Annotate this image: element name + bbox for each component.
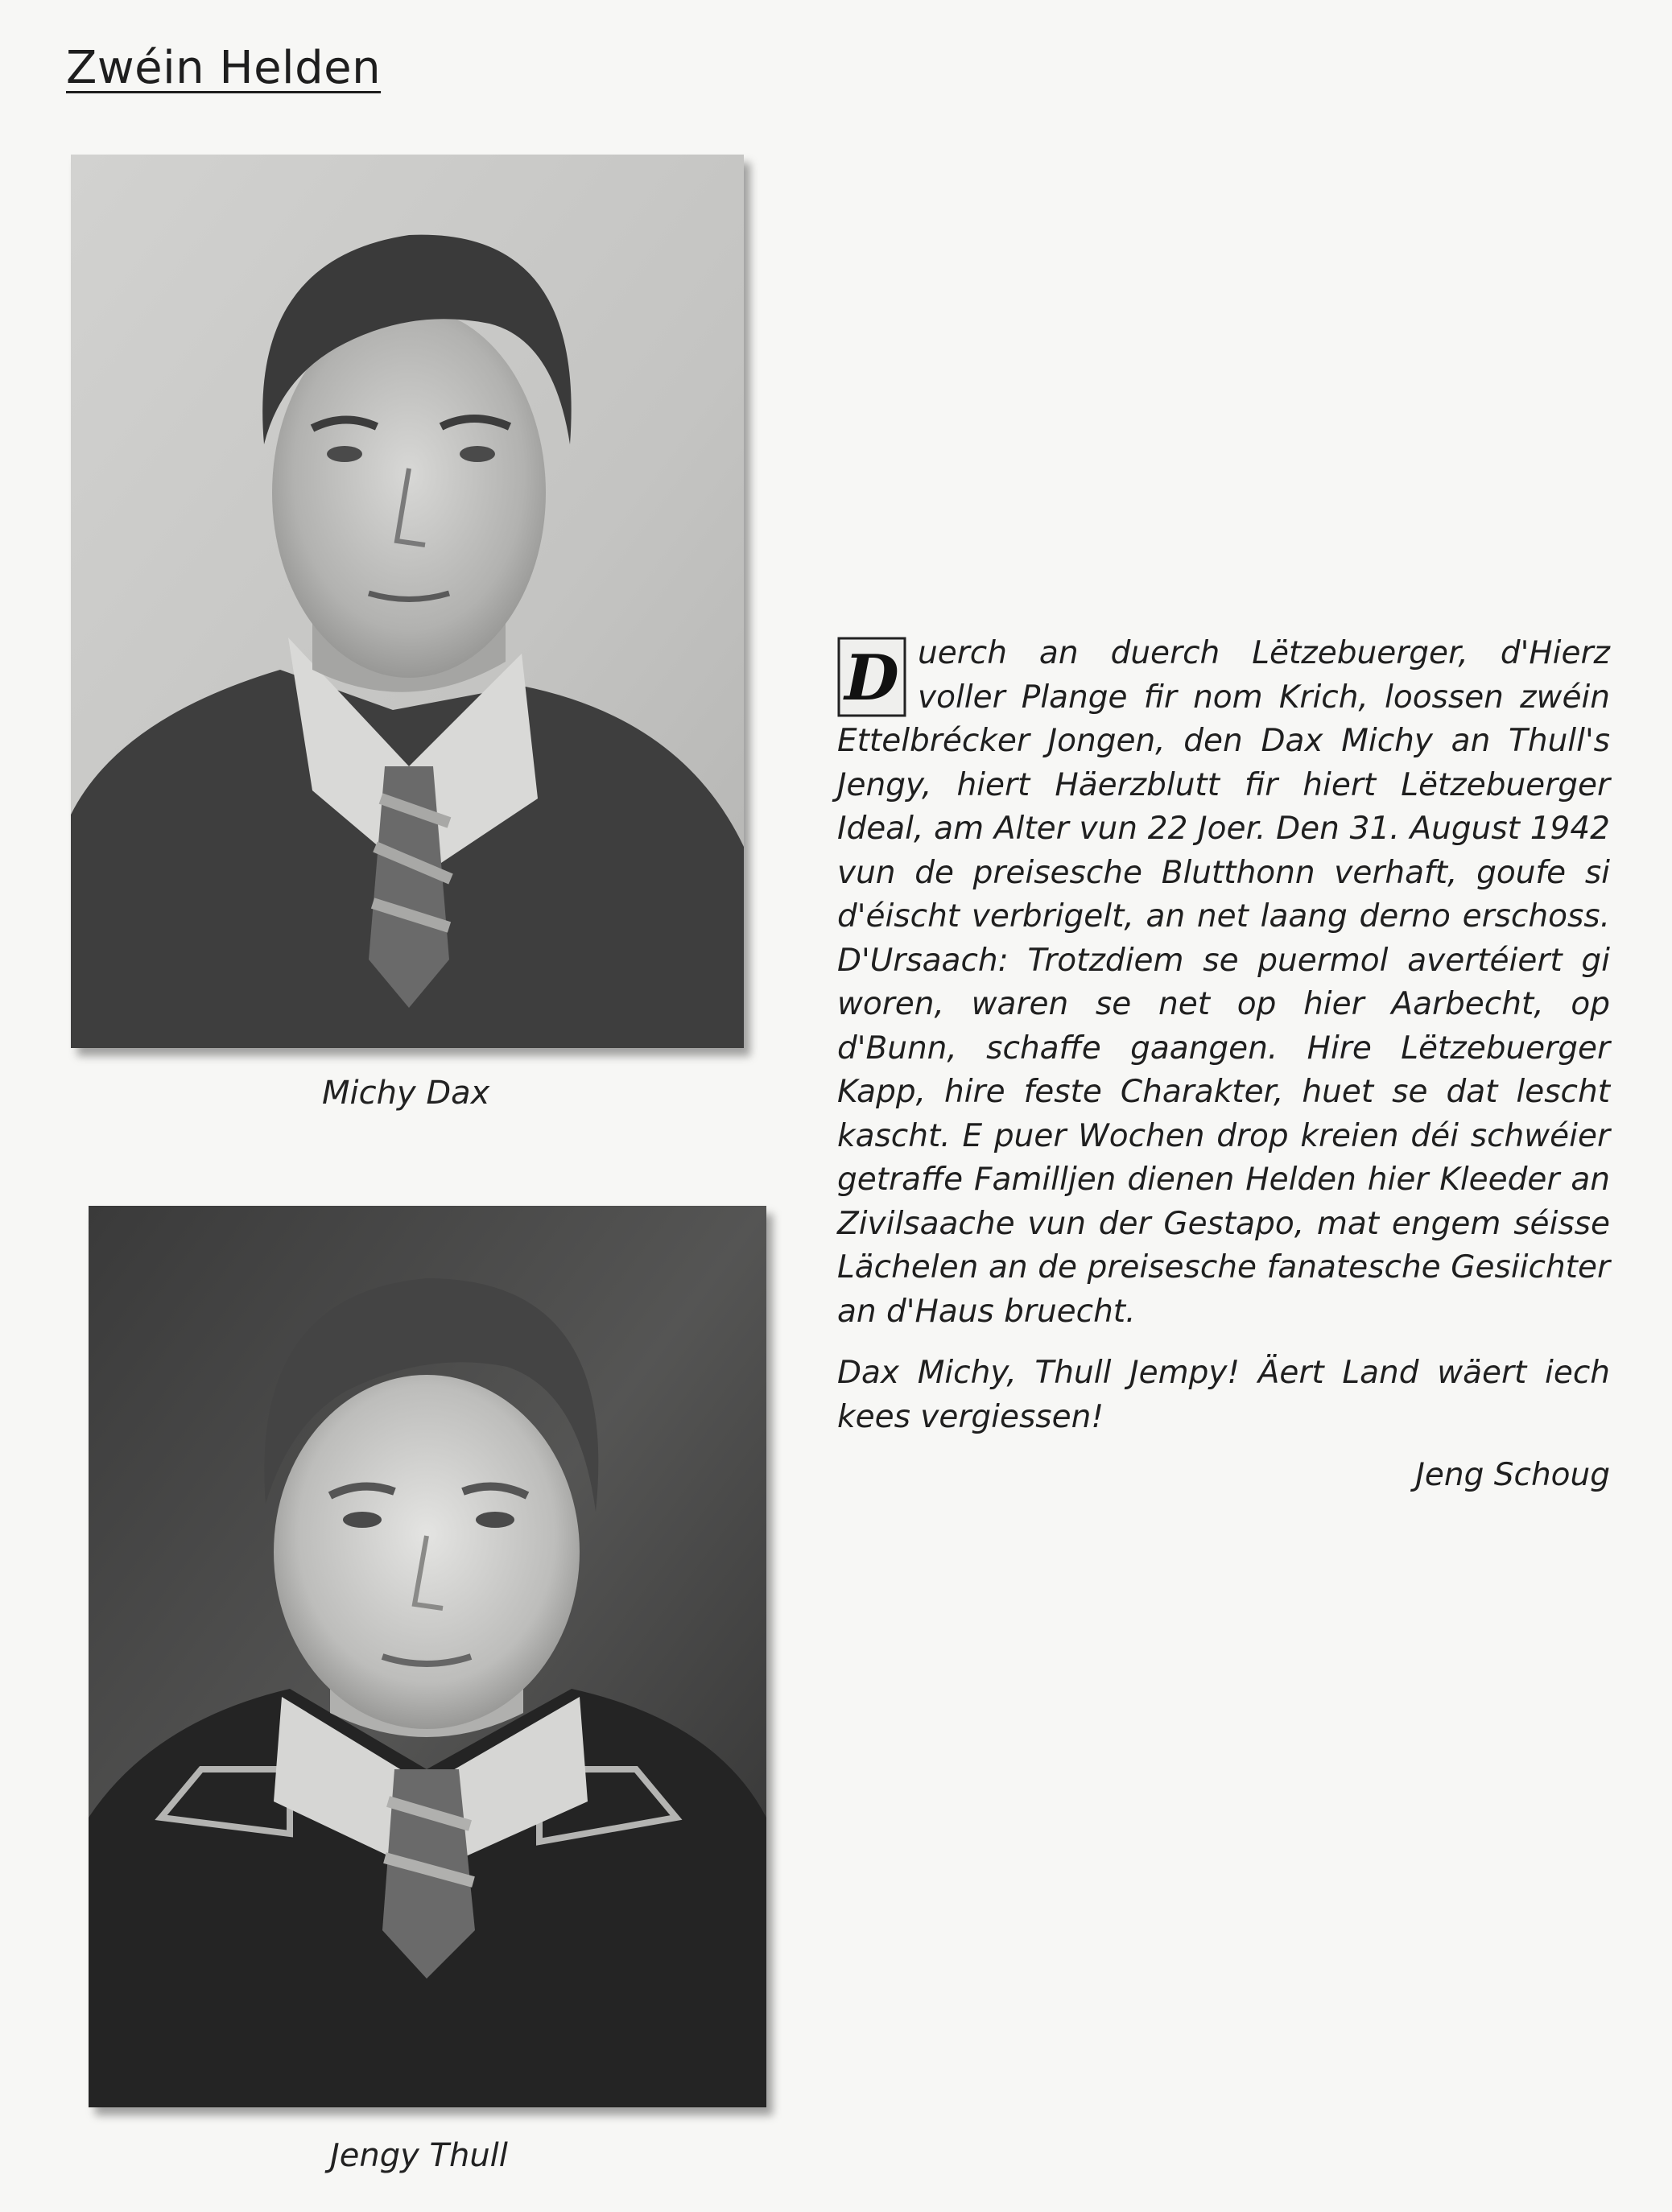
photo-caption-michy-dax: Michy Dax xyxy=(322,1075,490,1112)
article-paragraph xyxy=(837,632,1610,1334)
portrait-photo-jengy-thull xyxy=(89,1206,766,2107)
article xyxy=(837,632,1610,1498)
photo-caption-jengy-thull: Jengy Thull xyxy=(330,2137,508,2174)
page-title: Zwéin Helden xyxy=(66,42,382,94)
article-closing: Dax Michy, Thull Jempy! Äert Land wäert iech kees vergiessen! xyxy=(837,1355,1610,1435)
drop-cap-initial xyxy=(837,637,906,717)
article-author: Jeng Schoug xyxy=(1415,1457,1610,1493)
drop-cap-letter: D xyxy=(844,642,899,715)
portrait-photo-michy-dax xyxy=(71,155,744,1048)
article-body-text: uerch an duerch Lëtzebuerger, d'Hierz voller Plange fir nom Krich, loossen zwéin Ettelbrécker Jongen, den Dax Michy an Thull's Jengy, hiert Häerzblutt fir hiert Lëtzebuerger Ideal, am Alter vun 22 Joer. Den 31. August 1942 vun de preisesche Blutthonn verhaft, goufe si d'éischt verbrigelt, an net laang derno erschoss. D'Ursaach: Trotzdiem se puermol avertéiert gi woren, waren se net op hier Aarbecht, op d'Bunn, schaffe gaangen. Hire Lëtzebuerger Kapp, hire feste Charakter, huet se dat lescht kascht. E puer Wochen drop kreien déi schwéier getraffe Familljen dienen Helden hier Kleeder an Zivilsaache vun der Gestapo, mat engem séisse Lächelen an de preisesche fanatesche Gesiichter an d'Haus bruecht. xyxy=(837,635,1610,1330)
